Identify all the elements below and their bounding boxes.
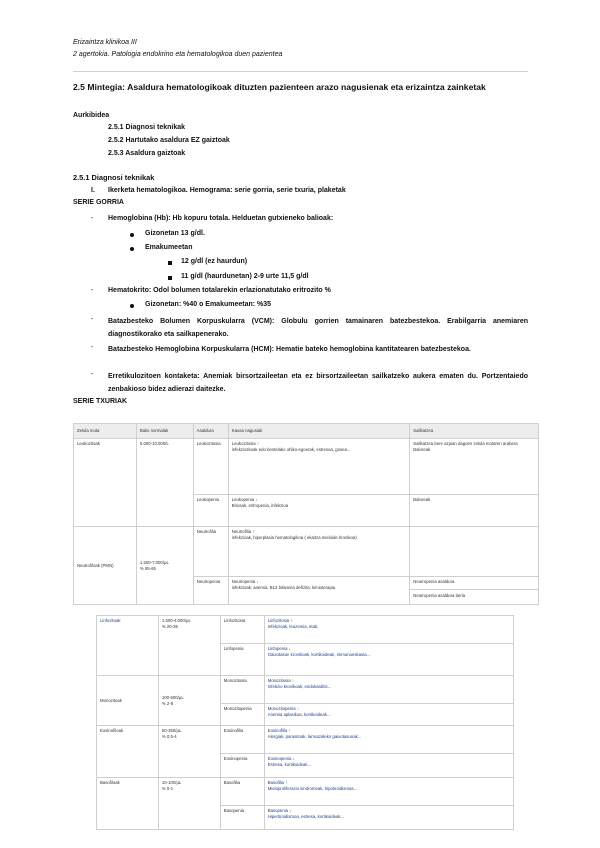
toc-item-1[interactable]: 2.5.1 Diagnosi teknikak bbox=[108, 124, 186, 131]
dash-1: - bbox=[91, 215, 94, 222]
vcm-text: Batazbesteko Bolumen Korpuskularra (VCM): Globulu gorrien tamainaren batezbestekoa. Erabilgarria anemiaren diagnostikorako eta sailkapenerako. bbox=[108, 318, 528, 338]
cell: Basopenia bbox=[220, 806, 264, 830]
cell: Linfozitosia ↑ Infekzioak, leuzemia, etab. bbox=[264, 616, 513, 644]
toc-label: Aurkibidea bbox=[73, 112, 110, 119]
cell: Basofilia ↑ Mieloproliferazio sindromeak, hipotiroidismoa... bbox=[264, 778, 513, 806]
header-scenario: 2 agertokia. Patologia endokrino eta hematologikoa duen pazientea bbox=[73, 51, 283, 58]
cell: Linfopenia ↓ Gaixotasun kronikoak, kortikoideak, immunoeskasia... bbox=[264, 644, 513, 676]
col-header: Sailkatzea bbox=[410, 424, 539, 439]
col-header: Kausa nagusiak bbox=[228, 424, 410, 439]
serie-txuriak-heading: SERIE TXURIAK bbox=[73, 398, 128, 405]
toc-item-3[interactable]: 2.5.3 Asaldura gaiztoak bbox=[108, 150, 186, 157]
erretikulozito-text: Erretikulozitoen kontaketa: Anemiak birsortzaileetan eta ez birsortzaileetan sailkatzeko aukera ematen du. Portzentaiedo zenbakioso bidez adierazi daitezke. bbox=[108, 373, 528, 393]
cell: 1.500-7.000/μL % 55-65 bbox=[136, 527, 193, 605]
bullet-square bbox=[168, 275, 172, 282]
dash-5: - bbox=[91, 371, 94, 378]
hto-values: Gizonetan: %40 o Emakumeetan: %35 bbox=[145, 301, 272, 308]
dash-4: - bbox=[91, 344, 94, 351]
cell: Leukozitosia ↑ infekziozkoak edo bestelako ohiko-egoerak, estresoa, gosea... bbox=[228, 439, 410, 495]
cell: 50-350/μL % 0,5-4 bbox=[158, 726, 220, 778]
section-heading: 2.5.1 Diagnosi teknikak bbox=[73, 173, 155, 182]
col-header: Zelula mota bbox=[74, 424, 137, 439]
cell: 5.000-10.000/L bbox=[136, 439, 193, 527]
bullet-square bbox=[168, 260, 172, 267]
hb-text: Hemoglobina (Hb): Hb kopuru totala. Helduetan gutxieneko balioak: bbox=[108, 215, 334, 222]
hto-text: Hematokrito: Odol bolumen totalarekin erlazionatutako eritrozito % bbox=[108, 287, 331, 294]
table-row bbox=[97, 676, 514, 704]
col-header: Asaldura bbox=[193, 424, 228, 439]
table-row bbox=[74, 527, 539, 577]
table-header-row bbox=[74, 424, 539, 439]
cell: Monozitopenia bbox=[220, 704, 264, 726]
bullet-dot bbox=[130, 232, 134, 239]
cell: Baloreak bbox=[410, 495, 539, 527]
cell: Neutropenia ↓ infekzioak, anemia, B12 bitamina defizita, kimioterapia bbox=[228, 577, 410, 605]
cell: Linfopenia bbox=[220, 644, 264, 676]
cell: Neutropenia bbox=[193, 577, 228, 605]
hb-gizon: Gizonetan 13 g/dl. bbox=[145, 230, 205, 237]
bullet-dot bbox=[130, 246, 134, 253]
hcm-text: Batazbesteko Hemoglobina Korpuskularra (HCM): Hematie bateko hemoglobina kantitatearen batezbestekoa. bbox=[108, 346, 471, 353]
cell: Linfozitoak bbox=[97, 616, 159, 676]
cell: Eosinopenia bbox=[220, 754, 264, 778]
hb-emak-2: 11 g/dl (haurdunetan) 2-9 urte 11,5 g/dl bbox=[181, 273, 309, 280]
cell: Monozitosia ↑ Infekzio kronikoak, endokarditis... bbox=[264, 676, 513, 704]
table-row bbox=[97, 616, 514, 644]
cell: Basofiloak bbox=[97, 778, 159, 830]
col-header: Balio normalak bbox=[136, 424, 193, 439]
cell: Eosinofilia bbox=[220, 726, 264, 754]
cell: Leukozitoak bbox=[74, 439, 137, 527]
table-row bbox=[74, 439, 539, 495]
cell: Leukopenia ↓ Birusak, eritropenia, infekzioa bbox=[228, 495, 410, 527]
cell: Eosinopenia ↓ Estresa, kortikoideak... bbox=[264, 754, 513, 778]
dash-2: - bbox=[91, 287, 94, 294]
cell: Neutrofilia ↑ infekzioak, hiperplasia hematologikoa ( ekaitza mieloide kronikoa) bbox=[228, 527, 410, 577]
cell: 100-500/μL % 2-8 bbox=[158, 676, 220, 726]
page-header bbox=[73, 37, 282, 61]
cell: Eosinofiloak bbox=[97, 726, 159, 778]
cell: Sailkatzea bere azpian dagoen zelula motaren arabera Baloreak bbox=[410, 439, 539, 495]
toc-item-2[interactable]: 2.5.2 Hartutako asaldura EZ gaiztoak bbox=[108, 137, 230, 144]
cell: Neutrofilia bbox=[193, 527, 228, 577]
cell: 10-100/μL % 0-1 bbox=[158, 778, 220, 830]
list-number: I. bbox=[91, 187, 95, 194]
cell: Leukozitosia bbox=[193, 439, 228, 495]
table-row bbox=[97, 778, 514, 806]
cell: 1.500-4.000/μL % 20-35 bbox=[158, 616, 220, 676]
cell bbox=[410, 527, 539, 577]
cell: Monozitosia bbox=[220, 676, 264, 704]
table-serie-txuriak-1 bbox=[73, 423, 539, 605]
serie-gorria-heading: SERIE GORRIA bbox=[73, 199, 124, 206]
table-serie-txuriak-2 bbox=[96, 615, 514, 830]
cell: Basofilia bbox=[220, 778, 264, 806]
cell: Neutrofiloak (PMN) bbox=[74, 527, 137, 605]
cell: Linfozitosia bbox=[220, 616, 264, 644]
cell: Monozitoak bbox=[97, 676, 159, 726]
cell: Leukopenia bbox=[193, 495, 228, 527]
table-row bbox=[97, 726, 514, 754]
header-course: Erizaintza klinikoa III bbox=[73, 39, 137, 46]
cell-line: Neutropenia asaldura larria bbox=[410, 589, 538, 599]
cell: Monozitopenia ↓ Anemia aplasikoa, kortikoideak... bbox=[264, 704, 513, 726]
hb-emak-1: 12 g/dl (ez haurdun) bbox=[181, 258, 248, 265]
header-divider bbox=[73, 71, 528, 72]
cell: Eosinofilia ↑ Alergiak, parasitoak, larruazaleko gaixotasunak... bbox=[264, 726, 513, 754]
cell-line: Neutropenia asaldura bbox=[413, 579, 455, 584]
page-title: 2.5 Mintegia: Asaldura hematologikoak dituzten pazienteen arazo nagusienak eta erizaintza zainketak bbox=[73, 82, 486, 92]
hb-emak: Emakumeetan bbox=[145, 244, 193, 251]
cell bbox=[410, 577, 539, 605]
dash-3: - bbox=[91, 316, 94, 323]
bullet-dot bbox=[130, 303, 134, 310]
list-item-hemograma: Ikerketa hematologikoa. Hemograma: serie gorria, serie txuria, plaketak bbox=[108, 187, 346, 194]
cell: Basopenia ↓ Hipertiroidismoa, estresa, kortikoideak... bbox=[264, 806, 513, 830]
